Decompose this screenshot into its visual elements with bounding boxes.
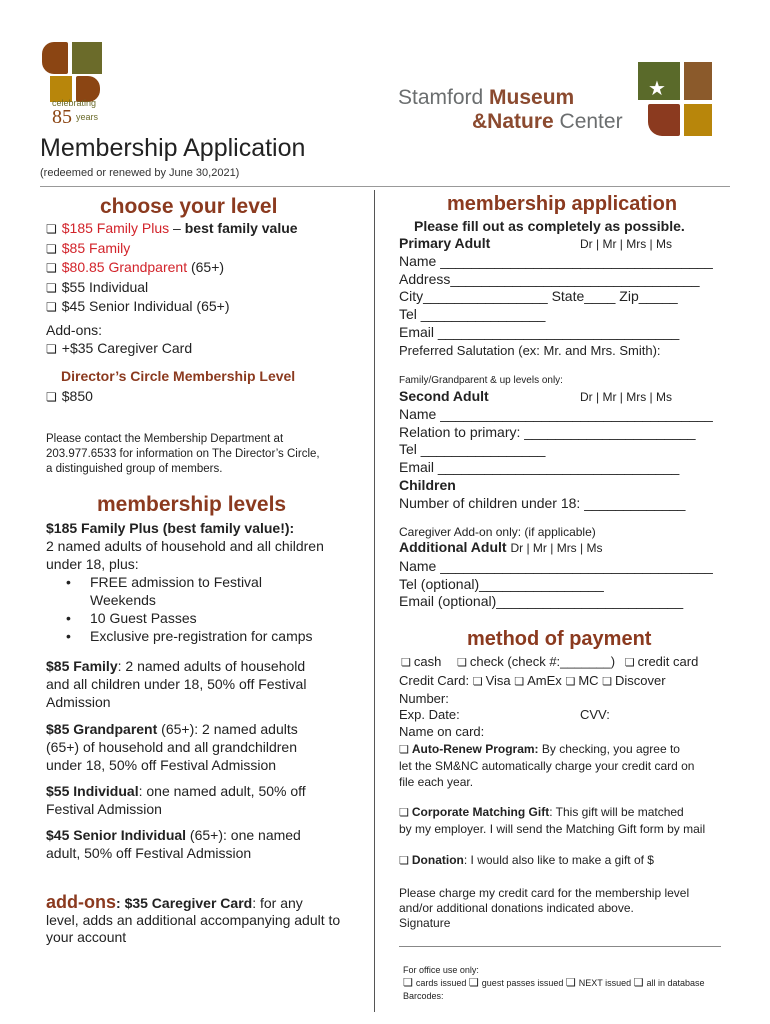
second-tel-field[interactable]: Tel ________________ (399, 441, 546, 458)
senior-head: $45 Senior Individual (46, 827, 187, 843)
office-use-box (403, 964, 723, 1003)
card-mc-option[interactable] (565, 673, 598, 688)
signature-line[interactable] (399, 946, 721, 947)
level-option[interactable] (46, 258, 366, 278)
charge-line: Please charge my credit card for the membership level (399, 886, 690, 900)
addons-colon: : (116, 895, 125, 911)
grandparent-age: (65+) (157, 721, 195, 737)
contact-line: 203.977.6533 for information on The Director’s Circle, (46, 448, 320, 460)
logo-years-word: years (76, 112, 99, 122)
benefit-item: • Exclusive pre-registration for camps (90, 627, 371, 645)
primary-city-state-zip-field[interactable]: City________________ State____ Zip_____ (399, 288, 678, 305)
office-db-label: all in database (646, 978, 705, 988)
pay-cash-option[interactable] (401, 654, 441, 669)
smnc-logo (40, 40, 110, 130)
addons-line: level, adds an additional accompanying adult to (46, 912, 341, 928)
signature-label: Signature (399, 916, 451, 930)
charge-line: and/or additional donations indicated above. (399, 901, 634, 915)
benefit-item-cont: Weekends (90, 592, 156, 608)
office-use-label: For office use only: (403, 965, 479, 975)
payment-methods (401, 654, 731, 669)
addons-text: : for any (252, 895, 303, 911)
family-plus-desc (46, 519, 371, 645)
donation-text: : I would also like to make a gift of $ (463, 853, 654, 867)
additional-tel-field[interactable]: Tel (optional)________________ (399, 575, 604, 592)
level-option[interactable] (46, 219, 366, 239)
grandparent-line: under 18, 50% off Festival Admission (46, 757, 277, 773)
logo-tile-leaf (648, 104, 680, 136)
family-text: : 2 named adults of household (117, 658, 306, 674)
level-list (46, 219, 366, 317)
column-divider (374, 190, 375, 1012)
pay-check-label: check (check #:_______) (469, 654, 616, 669)
second-email-field[interactable]: Email _______________________________ (399, 459, 680, 476)
family-line: Admission (46, 694, 111, 710)
level-price: $85 Family (61, 239, 131, 256)
primary-honorific-select[interactable]: Dr | Mr | Mrs | Ms (580, 237, 672, 251)
addons-label: Add-ons: (46, 322, 103, 338)
additional-name-field[interactable]: Name ___________________________________ (399, 557, 713, 574)
relation-field[interactable]: Relation to primary: ______________________ (399, 423, 696, 440)
level-option[interactable] (46, 239, 366, 259)
logo-stamford: Stamford (398, 86, 490, 109)
primary-adult-section (399, 235, 729, 360)
logo-center: Center (559, 110, 623, 133)
page-subtitle: (redeemed or renewed by June 30,2021) (40, 167, 240, 179)
logo-nature: &Nature (472, 110, 560, 133)
level-age: (65+) (187, 259, 225, 275)
corporate-head: Corporate Matching Gift (411, 805, 550, 819)
level-option[interactable] (46, 278, 366, 298)
office-guest-label: guest passes issued (481, 978, 564, 988)
office-barcodes-label: Barcodes: (403, 991, 444, 1001)
directors-circle-price: $850 (61, 388, 93, 404)
grandparent-line: (65+) of household and all grandchildren (46, 739, 298, 755)
primary-adult-label: Primary Adult (399, 235, 491, 251)
preferred-salutation-field[interactable]: Preferred Salutation (ex: Mr. and Mrs. Smith): (399, 342, 661, 358)
level-price: $80.85 Grandparent (61, 259, 188, 275)
application-title: membership application (447, 193, 678, 215)
card-mc-label: MC (578, 673, 599, 688)
card-visa-label: Visa (485, 673, 511, 688)
office-cards-label: cards issued (415, 978, 467, 988)
name-on-card-field[interactable]: Name on card: (399, 724, 485, 739)
primary-email-field[interactable]: Email _______________________________ (399, 323, 680, 340)
primary-name-field[interactable]: Name ___________________________________ (399, 252, 713, 269)
second-honorific-select[interactable]: Dr | Mr | Mrs | Ms (580, 390, 672, 404)
autorenew-section (399, 741, 729, 790)
card-discover-label: Discover (615, 673, 666, 688)
card-discover-option[interactable] (602, 673, 665, 688)
additional-honorific-select[interactable]: Dr | Mr | Mrs | Ms (510, 541, 603, 555)
corporate-line: by my employer. I will send the Matching Gift form by mail (399, 822, 706, 836)
office-next-label: NEXT issued (578, 978, 632, 988)
senior-line: adult, 50% off Festival Admission (46, 845, 252, 861)
office-db-checkbox[interactable] (634, 978, 705, 988)
autorenew-line: file each year. (399, 775, 474, 789)
family-plus-line: under 18, plus: (46, 556, 139, 572)
page-title: Membership Application (40, 134, 306, 162)
office-cards-checkbox[interactable] (403, 978, 466, 988)
logo-line1 (398, 86, 574, 110)
family-head: $85 Family (46, 658, 118, 674)
card-type-label: Credit Card: (399, 673, 470, 688)
card-amex-label: AmEx (527, 673, 562, 688)
second-adult-label: Second Adult (399, 388, 489, 404)
pay-cash-label: cash (413, 654, 442, 669)
individual-desc (46, 782, 371, 818)
directors-circle-option[interactable] (46, 388, 93, 404)
contact-line: a distinguished group of members. (46, 463, 223, 475)
pay-check-option[interactable] (457, 654, 615, 669)
level-price: $55 Individual (61, 278, 149, 295)
logo-tile-gold (684, 104, 712, 136)
office-guest-checkbox[interactable] (469, 978, 563, 988)
autorenew-text: By checking, you agree to (538, 742, 680, 756)
logo-line2 (472, 110, 623, 134)
addon-caregiver-label: +$35 Caregiver Card (61, 340, 193, 356)
grandparent-text: : 2 named adults (194, 721, 298, 737)
card-amex-option[interactable] (514, 673, 562, 688)
payment-title: method of payment (467, 628, 652, 650)
corporate-section (399, 804, 729, 837)
contact-line: Please contact the Membership Department at (46, 433, 284, 445)
level-sep: – (169, 220, 185, 236)
level-price: $45 Senior Individual (65+) (61, 298, 230, 314)
children-count-field[interactable]: Number of children under 18: _____________ (399, 494, 686, 511)
donation-checkbox[interactable] (399, 853, 654, 867)
level-price: $185 Family Plus (61, 220, 170, 236)
addons-line: your account (46, 929, 127, 945)
logo-shape-s (42, 42, 68, 74)
senior-desc (46, 826, 371, 862)
logo-celebrating: celebrating (52, 98, 97, 108)
stamford-museum-logo (398, 60, 728, 140)
primary-tel-field[interactable]: Tel ________________ (399, 306, 546, 323)
donation-head: Donation (411, 853, 464, 867)
individual-line: Festival Admission (46, 801, 162, 817)
corporate-text: : This gift will be matched (549, 805, 684, 819)
card-number-field[interactable]: Number: (399, 691, 449, 706)
pay-cc-option[interactable] (625, 654, 699, 669)
addons-bold: $35 Caregiver Card (124, 895, 253, 911)
charge-authorization (399, 886, 729, 931)
benefit-item: • 10 Guest Passes (90, 609, 371, 627)
header-divider (40, 186, 730, 187)
individual-head: $55 Individual (46, 783, 139, 799)
logo-shape-m (72, 42, 102, 74)
family-plus-head: $185 Family Plus (best family value!): (46, 520, 295, 536)
caregiver-note: Caregiver Add-on only: (if applicable) (399, 525, 596, 539)
addon-caregiver-option[interactable] (46, 340, 192, 356)
directors-circle-title: Director’s Circle Membership Level (61, 368, 296, 384)
senior-text: (65+): one named (186, 827, 301, 843)
autorenew-checkbox[interactable] (399, 741, 729, 758)
family-plus-line: 2 named adults of household and all children (46, 538, 324, 554)
level-option[interactable] (46, 297, 366, 317)
second-adult-section (399, 388, 729, 513)
level-note: best family value (184, 220, 298, 236)
addons-desc (46, 894, 371, 946)
logo-years-num: 85 (52, 106, 72, 128)
logo-tile-cow (684, 62, 712, 100)
second-name-field[interactable]: Name ___________________________________ (399, 405, 713, 422)
individual-text: : one named adult, 50% off (138, 783, 306, 799)
membership-levels-title: membership levels (97, 493, 287, 516)
choose-level-title: choose your level (100, 195, 278, 218)
family-levels-note: Family/Grandparent & up levels only: (399, 375, 563, 386)
exp-date-field[interactable]: Exp. Date: (399, 707, 460, 722)
additional-adult-section (399, 539, 729, 611)
corporate-checkbox[interactable] (399, 804, 729, 821)
children-label: Children (399, 476, 456, 493)
logo-tile-star: ★ (648, 78, 666, 100)
family-desc (46, 657, 371, 711)
logo-museum: Museum (489, 86, 575, 109)
grandparent-head: $85 Grandparent (46, 721, 158, 737)
card-visa-option[interactable] (473, 673, 511, 688)
primary-address-field[interactable]: Address________________________________ (399, 270, 700, 287)
additional-email-field[interactable]: Email (optional)________________________ (399, 593, 684, 610)
office-next-checkbox[interactable] (566, 978, 631, 988)
autorenew-line: let the SM&NC automatically charge your credit card on (399, 759, 695, 773)
cvv-field[interactable]: CVV: (580, 707, 610, 722)
card-types (399, 673, 666, 688)
addons-head: add-ons (46, 892, 116, 912)
pay-cc-label: credit card (637, 654, 699, 669)
family-line: and all children under 18, 50% off Festival (46, 676, 307, 692)
benefit-item: • FREE admission to Festival (90, 573, 371, 591)
additional-adult-label: Additional Adult (399, 539, 507, 555)
fill-note: Please fill out as completely as possible. (414, 218, 685, 234)
contact-text (46, 432, 320, 477)
grandparent-desc (46, 720, 371, 774)
autorenew-head: Auto-Renew Program: (411, 742, 539, 756)
